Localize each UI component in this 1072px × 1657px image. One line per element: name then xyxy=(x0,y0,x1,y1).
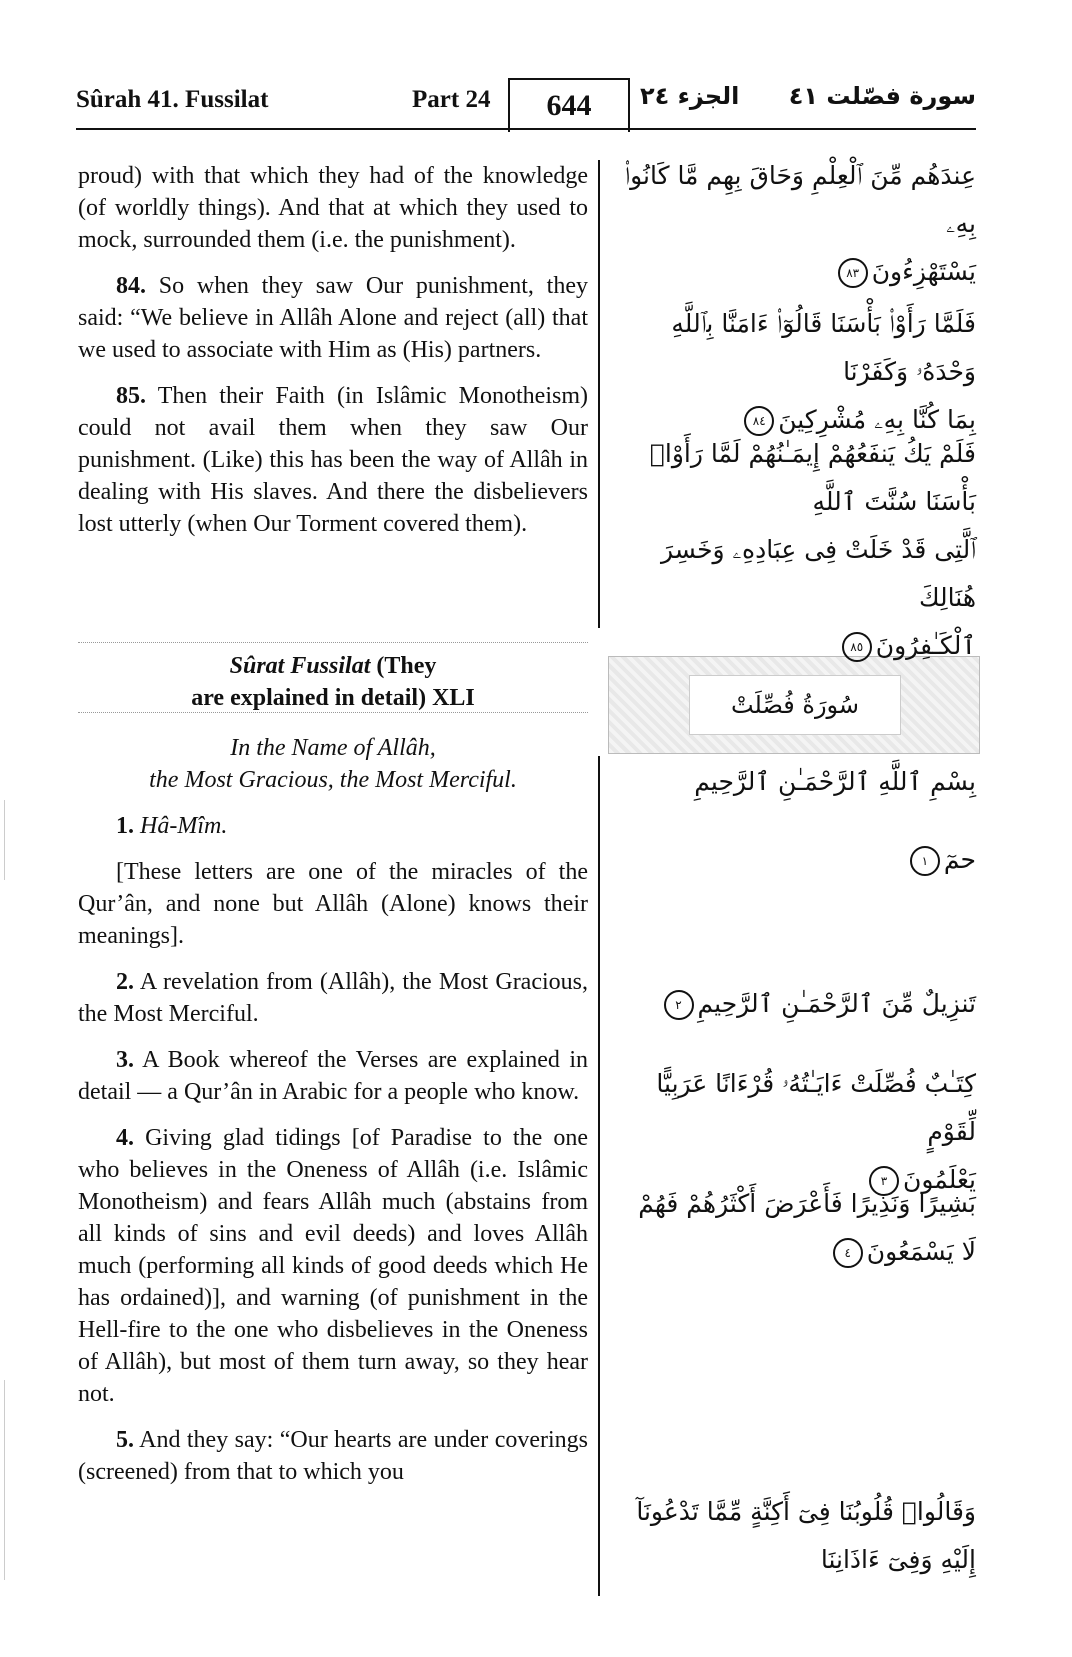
arabic-ayah-1 xyxy=(616,836,976,884)
verse-3-number: 3. xyxy=(116,1047,134,1073)
arabic-83-line-2-text: يَسْتَهْزِءُونَ xyxy=(871,257,976,286)
verse-4-text: Giving glad tidings [of Paradise to the one who believes in the Oneness of Allâh (i.e. Islâmic Monotheism) and fears Allâh much (abstains from all kinds of sins and evil deeds) and loves Allâh much (performing all kinds of good deeds which He has ordained)], and warning (of punishment in the Hell-fire to the one who disbelieves in the Oneness of Allâh), but most of them turn away, so they hear not. xyxy=(78,1125,588,1407)
arabic-85-line-3-text: ٱلْكَـٰفِرُونَ xyxy=(875,631,976,660)
header-surah-title: Sûrah 41. Fussilat xyxy=(76,86,269,113)
verse-5-text: And they say: “Our hearts are under coverings (screened) from that to which you xyxy=(78,1427,588,1485)
ayah-end-marker: ٨٣ xyxy=(838,258,868,288)
arabic-ayah-84 xyxy=(616,300,976,444)
column-divider-top xyxy=(598,160,600,628)
header-arabic-part: الجزء ٢٤ xyxy=(640,82,740,110)
surah-title-line2: are explained in detail) XLI xyxy=(191,685,475,711)
ayah-end-marker: ٣ xyxy=(869,1166,899,1196)
verse-4 xyxy=(78,1122,588,1410)
arabic-4-text: بَشِيرًا وَنَذِيرًا فَأَعْرَضَ أَكْثَرُهُمْ فَهُمْ لَا يَسْمَعُونَ xyxy=(638,1189,976,1266)
verse-3-text: A Book whereof the Verses are explained in detail — a Qur’ân in Arabic for a people who know. xyxy=(78,1047,588,1105)
verse-84-text: So when they saw Our punishment, they said: “We believe in Allâh Alone and reject (all) that we used to associate with Him as (His) partners. xyxy=(78,273,588,363)
verse-2 xyxy=(78,966,588,1030)
verse-1-note: [These letters are one of the miracles of the Qur’ân, and none but Allâh (Alone) knows their meanings]. xyxy=(78,859,588,949)
arabic-83-line-2 xyxy=(616,248,976,296)
verse-84 xyxy=(78,270,588,366)
arabic-1-text: حمٓ xyxy=(943,845,976,874)
arabic-ayah-83 xyxy=(616,152,976,296)
arabic-bismillah: بِسْمِ ٱللَّهِ ٱلرَّحْمَـٰنِ ٱلرَّحِيمِ xyxy=(694,767,976,796)
margin-line xyxy=(4,800,5,880)
arabic-2-text: تَنزِيلٌ مِّنَ ٱلرَّحْمَـٰنِ ٱلرَّحِيمِ xyxy=(697,989,976,1018)
header-arabic-surah: سورة فصّلت ٤١ xyxy=(788,82,976,110)
arabic-3-line-1: كِتَـٰبٌ فُصِّلَتْ ءَايَـٰتُهُۥ قُرْءَانًا عَرَبِيًّا لِّقَوْمٍ xyxy=(656,1069,976,1146)
surah-title-arabic: سُورَةُ فُصِّلَتْ xyxy=(689,675,901,735)
verse-4-number: 4. xyxy=(116,1125,134,1151)
ayah-end-marker: ٤ xyxy=(833,1238,863,1268)
arabic-85-line-2: ٱلَّتِى قَدْ خَلَتْ فِى عِبَادِهِۦ وَخَسِرَ هُنَالِكَ xyxy=(660,535,976,612)
verse-2-text: A revelation from (Allâh), the Most Gracious, the Most Merciful. xyxy=(78,969,588,1027)
verse-83-continuation: proud) with that which they had of the knowledge (of worldly things). And that at which they used to mock, surrounded them (i.e. the punishment). xyxy=(78,163,588,253)
bismillah-line-1: In the Name of Allâh, xyxy=(230,735,436,761)
header-rule xyxy=(76,128,976,130)
arabic-ayah-5: وَقَالُوا۟ قُلُوبُنَا فِىٓ أَكِنَّةٍ مِّمَّا تَدْعُونَآ إِلَيْهِ وَفِىٓ ءَاذَانِنَا xyxy=(636,1497,976,1574)
bismillah-english xyxy=(78,732,588,796)
surah-title-english xyxy=(78,650,588,714)
arabic-85-line-3 xyxy=(616,622,976,670)
arabic-3-line-2-text: يَعْلَمُونَ xyxy=(902,1165,976,1194)
ayah-end-marker: ١ xyxy=(910,846,940,876)
verse-5-number: 5. xyxy=(116,1427,134,1453)
surah-title-italic: Sûrat Fussilat xyxy=(229,653,371,679)
ayah-end-marker: ٢ xyxy=(664,990,694,1020)
english-block-top xyxy=(78,160,588,540)
arabic-ayah-85 xyxy=(616,430,976,670)
header-part: Part 24 xyxy=(412,86,491,113)
arabic-83-line-1: عِندَهُم مِّنَ ٱلْعِلْمِ وَحَاقَ بِهِم مَّا كَانُوا۟ بِهِۦ xyxy=(624,161,976,238)
arabic-85-line-1: فَلَمْ يَكُ يَنفَعُهُمْ إِيمَـٰنُهُمْ لَمَّا رَأَوْا۟ بَأْسَنَا سُنَّتَ ٱللَّهِ xyxy=(649,439,976,516)
verse-2-number: 2. xyxy=(116,969,134,995)
ayah-end-marker: ٨٤ xyxy=(744,406,774,436)
ayah-end-marker: ٨٥ xyxy=(842,632,872,662)
english-block-bottom xyxy=(78,732,588,1488)
verse-85-text: Then their Faith (in Islâmic Monotheism) could not avail them when they saw Our punishment. (Like) this has been the way of Allâh in dealing with His slaves. And there the disbelievers lost utterly (when Our Torment covered them). xyxy=(78,383,588,537)
verse-85 xyxy=(78,380,588,540)
surah-title-ornament xyxy=(608,656,980,754)
surah-title-rest: (They xyxy=(370,653,437,679)
verse-1-text: Hâ-Mîm. xyxy=(140,813,228,839)
verse-5 xyxy=(78,1424,588,1488)
verse-1-number: 1. xyxy=(116,813,134,839)
margin-line xyxy=(4,1380,5,1580)
arabic-84-line-2-text: بِمَا كُنَّا بِهِۦ مُشْرِكِينَ xyxy=(778,405,976,434)
verse-85-number: 85. xyxy=(116,383,146,409)
bismillah-line-2: the Most Gracious, the Most Merciful. xyxy=(149,767,517,793)
separator-dotted xyxy=(78,642,588,643)
verse-84-number: 84. xyxy=(116,273,146,299)
verse-1 xyxy=(78,810,588,842)
arabic-84-line-1: فَلَمَّا رَأَوْا۟ بَأْسَنَا قَالُوٓا۟ ءَامَنَّا بِٱللَّهِ وَحْدَهُۥ وَكَفَرْنَا xyxy=(671,309,976,386)
arabic-ayah-2 xyxy=(616,980,976,1028)
column-divider-bottom xyxy=(598,756,600,1596)
verse-3 xyxy=(78,1044,588,1108)
page-number: 644 xyxy=(508,78,630,132)
arabic-ayah-4 xyxy=(616,1180,976,1276)
